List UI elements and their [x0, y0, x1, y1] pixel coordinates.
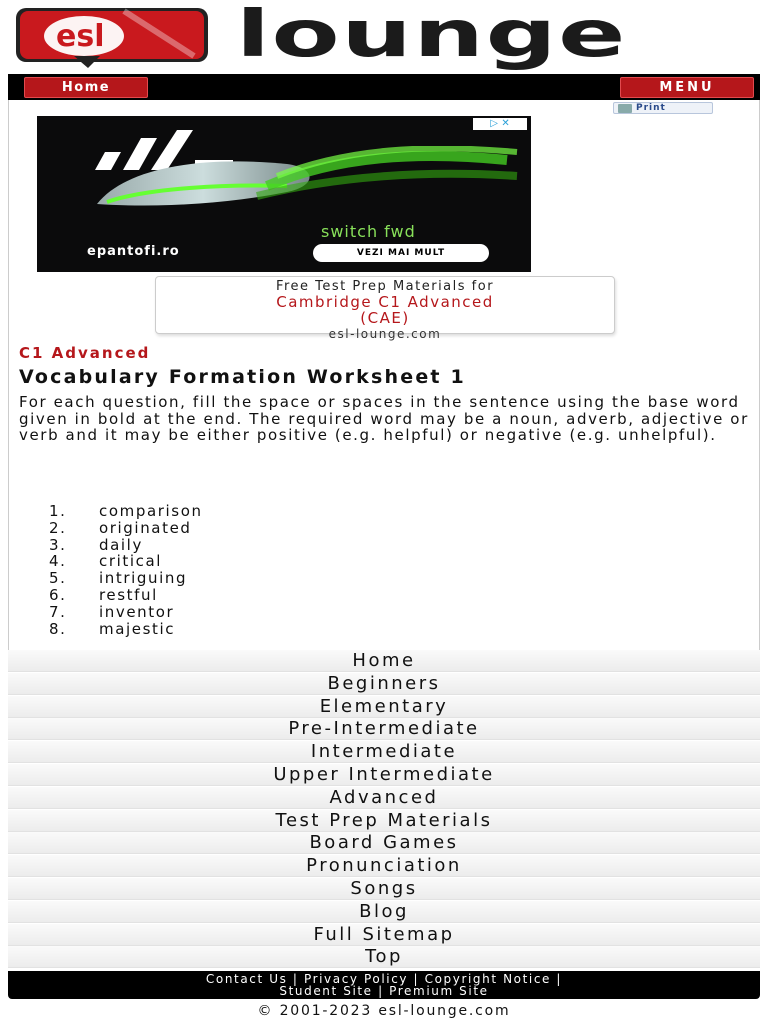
footer-separator: | — [408, 972, 425, 986]
level-label[interactable]: C1 Advanced — [19, 344, 151, 362]
menu-item-top[interactable]: Top — [8, 946, 760, 968]
site-logo-text[interactable]: lounge — [236, 0, 627, 72]
svg-text:esl: esl — [56, 19, 105, 54]
list-item: 3. daily — [49, 535, 143, 554]
menu-item-blog[interactable]: Blog — [8, 901, 760, 923]
promo-heading: Free Test Prep Materials for — [275, 279, 495, 294]
test-prep-promo-box[interactable] — [155, 276, 615, 341]
promo-exam-abbrev[interactable]: (CAE) — [360, 309, 410, 327]
footer-separator: | — [372, 983, 390, 998]
list-item: 1. comparison — [49, 502, 203, 520]
menu-item-full-sitemap[interactable]: Full Sitemap — [8, 924, 760, 946]
menu-item-pre-intermediate[interactable]: Pre-Intermediate — [8, 718, 760, 740]
promo-exam-name[interactable]: Cambridge C1 Advanced — [276, 293, 494, 311]
print-label: Print — [636, 103, 666, 113]
footer-separator: | — [551, 972, 563, 986]
list-item: 2. originated — [49, 518, 192, 537]
esl-logo-icon[interactable] — [14, 6, 210, 68]
answer-list — [49, 503, 203, 637]
footer-separator: | — [287, 972, 304, 986]
worksheet-instructions: For each question, fill the space or spaces in the sentence using the base word given in bold at the end. The required word may be a noun, adverb, adjective or verb and it may be either positive (e.g. helpful) or negative (e.g. unhelpful). — [19, 393, 749, 445]
list-item: 5. intriguing — [49, 569, 188, 588]
list-item: 7. inventor — [49, 602, 175, 621]
ad-slogan: switch fwd — [321, 222, 416, 241]
menu-item-beginners[interactable]: Beginners — [8, 673, 760, 695]
menu-item-intermediate[interactable]: Intermediate — [8, 741, 760, 763]
ad-cta-button[interactable]: VEZI MAI MULT — [313, 244, 489, 262]
site-footer — [8, 971, 760, 999]
menu-item-home[interactable]: Home — [8, 650, 760, 672]
footer-link-premium-site[interactable]: Premium Site — [389, 983, 489, 998]
menu-item-elementary[interactable]: Elementary — [8, 696, 760, 718]
top-nav-bar — [8, 74, 760, 100]
footer-link-privacy[interactable]: Privacy Policy — [303, 972, 409, 986]
list-item: 4. critical — [49, 552, 163, 571]
menu-item-pronunciation[interactable]: Pronunciation — [8, 855, 760, 877]
printer-icon — [618, 104, 632, 113]
ad-choices-icon[interactable]: ▷ ✕ — [473, 118, 527, 130]
shoe-image-icon — [87, 146, 531, 216]
page-title: Vocabulary Formation Worksheet 1 — [19, 366, 466, 388]
menu-item-upper-intermediate[interactable]: Upper Intermediate — [8, 764, 760, 786]
home-button[interactable]: Home — [24, 77, 148, 98]
footer-link-student-site[interactable]: Student Site — [279, 983, 373, 998]
advertisement-banner[interactable] — [37, 116, 531, 272]
site-menu — [8, 650, 760, 969]
menu-item-advanced[interactable]: Advanced — [8, 787, 760, 809]
menu-item-test-prep[interactable]: Test Prep Materials — [8, 810, 760, 832]
site-header — [0, 0, 768, 72]
print-button[interactable] — [613, 102, 713, 114]
footer-link-contact[interactable]: Contact Us — [205, 972, 288, 986]
ad-brand: epantofi.ro — [87, 244, 180, 259]
list-item: 6. restful — [49, 585, 158, 604]
copyright-text: © 2001-2023 esl-lounge.com — [257, 1003, 511, 1019]
menu-item-songs[interactable]: Songs — [8, 878, 760, 900]
menu-button[interactable]: MENU — [620, 77, 754, 98]
footer-link-copyright[interactable]: Copyright Notice — [424, 972, 552, 986]
list-item: 8. majestic — [49, 619, 176, 638]
promo-site: esl-lounge.com — [328, 327, 442, 341]
main-content — [8, 100, 760, 650]
menu-item-board-games[interactable]: Board Games — [8, 832, 760, 854]
